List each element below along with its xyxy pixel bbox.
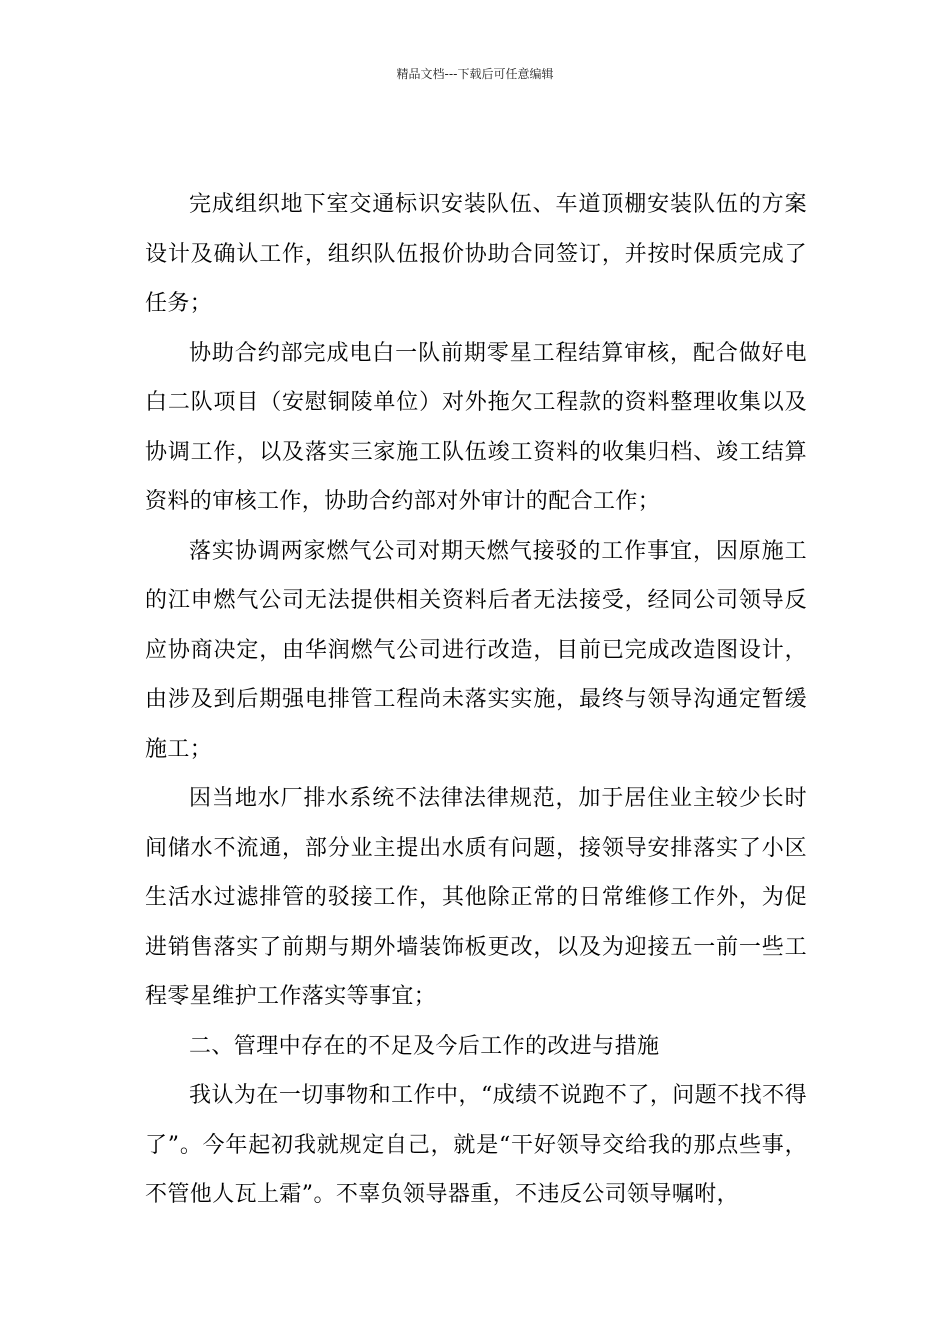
page-header: 精品文档---下载后可任意编辑 (396, 67, 554, 81)
section-heading-shortcomings: 二、管理中存在的不足及今后工作的改进与措施 (189, 1033, 660, 1059)
paragraph-installation-teams: 完成组织地下室交通标识安装队伍、车道顶棚安装队伍的方案设计及确认工作，组织队伍报价协助合同签订，并按时保质完成了任务； (145, 192, 807, 316)
paragraph-water-system: 因当地水厂排水系统不法律法律规范，加于居住业主较少长时间储水不流通，部分业主提出水质有问题，接领导安排落实了小区生活水过滤排管的驳接工作，其他除正常的日常维修工作外，为促进销售落实了前期与期外墙装饰板更改，以及为迎接五一前一些工程零星维护工作落实等事宜； (145, 786, 807, 1009)
paragraph-self-reflection: 我认为在一切事物和工作中，“成绩不说跑不了，问题不找不得了”。今年起初我就规定自己，就是“干好领导交给我的那点些事，不管他人瓦上霜”。不辜负领导器重，不违反公司领导嘱咐， (145, 1083, 807, 1207)
paragraph-gas-connection: 落实协调两家燃气公司对期天燃气接驳的工作事宜，因原施工的江申燃气公司无法提供相关资料后者无法接受，经同公司领导反应协商决定，由华润燃气公司进行改造，目前已完成改造图设计，由涉及到后期强电排管工程尚未落实实施，最终与领导沟通定暂缓施工； (145, 538, 807, 762)
paragraph-settlement-review: 协助合约部完成电白一队前期零星工程结算审核，配合做好电白二队项目（安慰铜陵单位）对外拖欠工程款的资料整理收集以及协调工作，以及落实三家施工队伍竣工资料的收集归档、竣工结算资料的审核工作，协助合约部对外审计的配合工作； (145, 340, 807, 514)
document-body (145, 180, 807, 1220)
